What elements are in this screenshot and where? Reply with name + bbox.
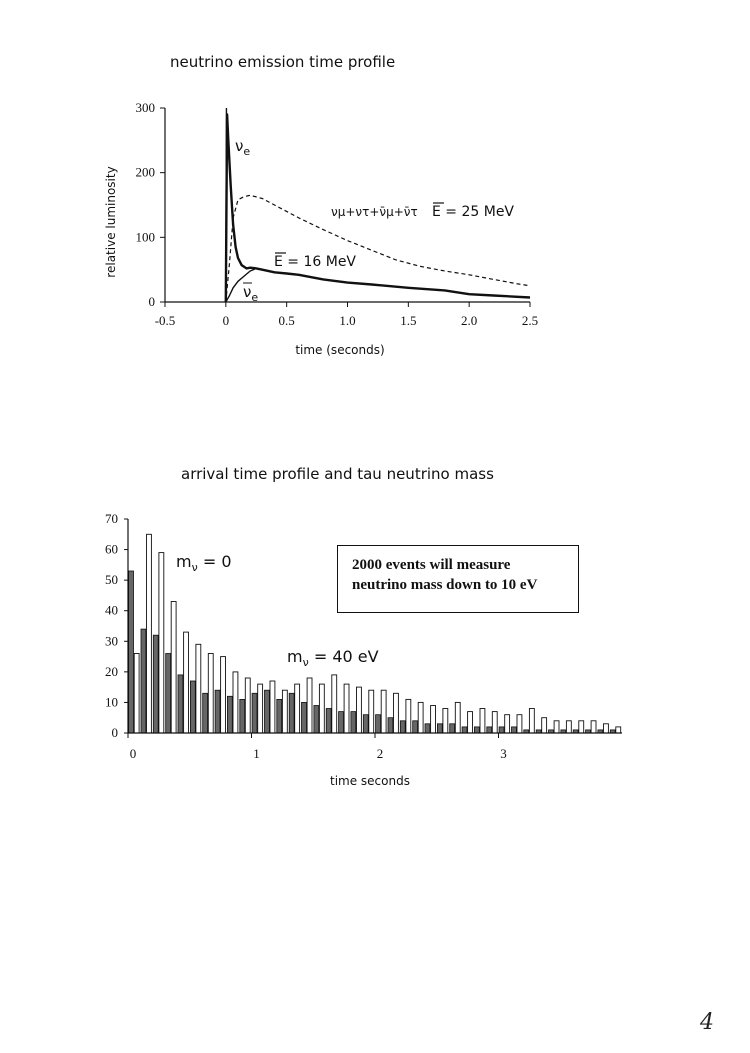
- arrival-x-ticks: [128, 733, 507, 761]
- bar-mass-forty: [492, 712, 497, 733]
- bar-mass-zero: [388, 718, 393, 733]
- arrival-y-tick-label: 60: [105, 541, 118, 557]
- bar-mass-forty: [147, 534, 152, 733]
- bar-mass-zero: [363, 715, 368, 733]
- bar-mass-forty: [406, 699, 411, 733]
- bar-mass-zero: [400, 721, 405, 733]
- emission-chart: [104, 100, 538, 357]
- energy-light-label: E = 16 MeV: [274, 254, 357, 270]
- bar-mass-zero: [252, 693, 257, 733]
- bar-mass-forty: [208, 654, 213, 734]
- bar-mass-zero: [376, 715, 381, 733]
- arrival-y-tick-label: 0: [111, 725, 118, 740]
- arrival-y-tick-label: 10: [105, 694, 118, 710]
- bar-mass-zero: [512, 727, 517, 733]
- chart-title-emission: neutrino emission time profile: [170, 53, 396, 71]
- bar-mass-forty: [517, 715, 522, 733]
- bar-mass-zero: [227, 696, 232, 733]
- bar-mass-zero: [499, 727, 504, 733]
- bar-mass-zero: [474, 727, 479, 733]
- arrival-x-tick-label: 2: [376, 746, 384, 761]
- nubar-e-label: $\nu_e$: [243, 283, 259, 304]
- bar-mass-forty: [381, 690, 386, 733]
- bar-mass-zero: [487, 727, 492, 733]
- bar-mass-zero: [240, 699, 245, 733]
- emission-y-tick-label: 200: [135, 164, 155, 180]
- bar-mass-forty: [591, 721, 596, 733]
- bar-mass-zero: [203, 693, 208, 733]
- chart-title-arrival: arrival time profile and tau neutrino mass: [181, 465, 494, 483]
- emission-y-axis-title: relative luminosity: [104, 166, 118, 278]
- arrival-y-ticks: [105, 511, 128, 740]
- bar-mass-zero: [314, 706, 319, 734]
- callout-line-2: neutrino mass down to 10 eV: [352, 577, 538, 593]
- bar-mass-forty: [159, 553, 164, 733]
- measurement-callout-box: [337, 545, 579, 613]
- bar-mass-zero: [289, 693, 294, 733]
- bar-mass-forty: [554, 721, 559, 733]
- bar-mass-forty: [542, 718, 547, 733]
- bar-mass-forty: [196, 644, 201, 733]
- emission-y-tick-label: 0: [148, 294, 155, 309]
- bar-mass-zero: [437, 724, 442, 733]
- emission-x-tick-label: 0: [222, 313, 230, 328]
- arrival-x-tick-label: 3: [500, 746, 507, 761]
- bar-mass-forty: [295, 684, 300, 733]
- bar-mass-forty: [134, 654, 139, 734]
- bar-mass-forty: [431, 706, 436, 734]
- bar-mass-forty: [455, 702, 460, 733]
- bar-mass-zero: [153, 635, 158, 733]
- bar-mass-forty: [369, 690, 374, 733]
- bar-mass-zero: [215, 690, 220, 733]
- bar-mass-zero: [190, 681, 195, 733]
- bar-mass-forty: [282, 690, 287, 733]
- bar-mass-zero: [413, 721, 418, 733]
- bar-mass-zero: [141, 629, 146, 733]
- bar-mass-zero: [339, 712, 344, 733]
- emission-y-tick-label: 300: [135, 100, 155, 115]
- bar-mass-forty: [480, 709, 485, 734]
- arrival-y-tick-label: 70: [105, 511, 118, 526]
- bar-mass-forty: [616, 727, 621, 733]
- arrival-y-tick-label: 20: [105, 663, 118, 679]
- mass-zero-label: $m_\nu = 0$: [176, 552, 232, 574]
- bar-mass-forty: [604, 724, 609, 733]
- arrival-x-axis-title: time seconds: [330, 774, 410, 788]
- bar-mass-forty: [579, 721, 584, 733]
- bar-mass-forty: [245, 678, 250, 733]
- bar-mass-zero: [450, 724, 455, 733]
- bar-mass-forty: [418, 702, 423, 733]
- bar-mass-forty: [357, 687, 362, 733]
- emission-x-tick-label: 1.5: [400, 313, 417, 328]
- bar-mass-forty: [307, 678, 312, 733]
- bar-mass-forty: [171, 602, 176, 734]
- bar-mass-zero: [277, 699, 282, 733]
- emission-x-tick-label: 1.0: [339, 313, 356, 328]
- heavy-flavor-label: νμ+ντ+ν̄μ+ν̄τ: [331, 205, 418, 219]
- bar-mass-forty: [443, 709, 448, 734]
- bar-mass-forty: [184, 632, 189, 733]
- bar-mass-zero: [425, 724, 430, 733]
- emission-x-tick-label: 0.5: [278, 313, 295, 328]
- bar-mass-zero: [178, 675, 183, 733]
- arrival-y-tick-label: 50: [105, 572, 118, 588]
- arrival-y-tick-label: 30: [105, 633, 118, 649]
- bar-mass-zero: [265, 690, 270, 733]
- energy-heavy-label: E = 25 MeV: [432, 204, 515, 220]
- emission-y-tick-label: 100: [135, 229, 155, 245]
- mass-forty-label: $m_\nu = 40$ eV: [287, 647, 379, 669]
- emission-x-axis-title: time (seconds): [295, 343, 385, 357]
- bar-mass-forty: [529, 709, 534, 734]
- arrival-y-tick-label: 40: [105, 602, 118, 618]
- emission-x-ticks: [155, 302, 538, 328]
- emission-x-tick-label: 2.5: [521, 313, 539, 328]
- bar-mass-forty: [319, 684, 324, 733]
- arrival-x-tick-label: 0: [129, 746, 137, 761]
- arrival-x-tick-label: 1: [253, 746, 260, 761]
- bar-mass-zero: [302, 702, 307, 733]
- emission-x-tick-label: -0.5: [154, 313, 176, 328]
- bar-mass-forty: [505, 715, 510, 733]
- page-number: 4: [700, 1010, 714, 1035]
- bar-mass-zero: [351, 712, 356, 733]
- emission-x-tick-label: 2.0: [461, 313, 478, 328]
- nu-e-rise: [226, 108, 227, 302]
- emission-y-ticks: [136, 100, 166, 309]
- bar-mass-forty: [344, 684, 349, 733]
- bar-mass-zero: [462, 727, 467, 733]
- bar-mass-forty: [566, 721, 571, 733]
- bar-mass-forty: [468, 712, 473, 733]
- bar-mass-forty: [258, 684, 263, 733]
- bar-mass-forty: [394, 693, 399, 733]
- bar-mass-zero: [129, 571, 134, 733]
- bar-mass-forty: [221, 657, 226, 733]
- bar-mass-zero: [166, 654, 171, 734]
- callout-line-1: 2000 events will measure: [352, 557, 511, 573]
- nu-e-label: $\nu_e$: [235, 137, 251, 158]
- bar-mass-zero: [326, 709, 331, 734]
- bar-mass-forty: [233, 672, 238, 733]
- bar-mass-forty: [270, 681, 275, 733]
- bar-mass-forty: [332, 675, 337, 733]
